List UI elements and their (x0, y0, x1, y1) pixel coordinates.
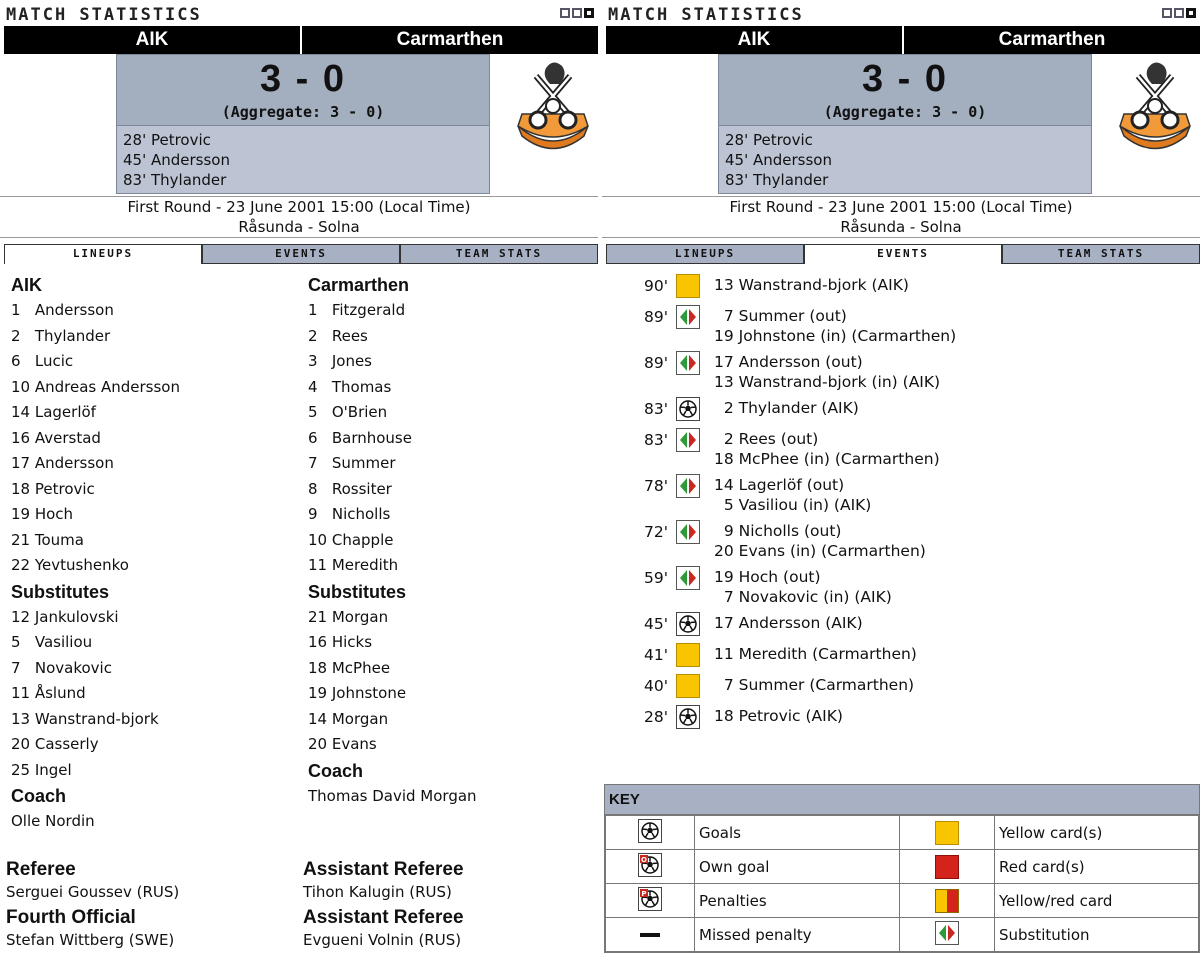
round-date: First Round - 23 June 2001 15:00 (Local Time) (127, 198, 471, 216)
event-minute: 40' (644, 677, 668, 695)
event-text (714, 567, 892, 607)
substitute-row: 19 Johnstone (308, 684, 407, 702)
event-text (714, 644, 917, 664)
event-line: 18 Petrovic (AIK) (714, 707, 843, 725)
key-title: KEY (605, 785, 1199, 815)
event-text (714, 398, 859, 418)
key-label: Penalties (695, 884, 900, 918)
event-minute: 83' (644, 431, 668, 449)
event-row (602, 274, 1200, 298)
player-row: 14 Lagerlöf (11, 403, 96, 421)
score: 3 - 0 (861, 58, 949, 100)
event-minute: 78' (644, 477, 668, 495)
tab-events[interactable]: EVENTS (804, 244, 1002, 264)
goal-icon (606, 816, 695, 850)
event-line: 2 Rees (out) (714, 430, 819, 448)
event-minute: 90' (644, 277, 668, 295)
key-label: Red card(s) (995, 850, 1199, 884)
scorer: 45' Andersson (123, 151, 230, 169)
assistant-referee-name: Evgueni Volnin (RUS) (303, 931, 462, 949)
event-row (602, 305, 1200, 345)
player-row: 7 Summer (308, 454, 396, 472)
score: 3 - 0 (259, 58, 347, 100)
substitute-row: 21 Morgan (308, 607, 389, 626)
club-crest-icon (508, 56, 598, 156)
player-row: 6 Lucic (11, 352, 74, 370)
player-row: 1 Fitzgerald (308, 301, 406, 319)
player-row: 9 Nicholls (308, 505, 391, 523)
home-team-name: AIK (4, 26, 302, 54)
yellow-card-icon (676, 674, 700, 698)
substitute-row: 20 Evans (308, 735, 377, 753)
event-line: 2 Thylander (AIK) (714, 399, 859, 417)
substitution-icon (676, 428, 700, 452)
player-row: 21 Touma (11, 530, 84, 549)
key-label: Missed penalty (695, 918, 900, 952)
event-line: 9 Nicholls (out) (714, 522, 842, 540)
event-line: 19 Johnstone (in) (Carmarthen) (714, 327, 957, 345)
match-info (602, 196, 1200, 238)
event-text (714, 521, 926, 561)
fourth-official-name: Stefan Wittberg (SWE) (6, 931, 175, 949)
substitute-row: 7 Novakovic (11, 658, 112, 677)
substitute-row: 14 Morgan (308, 709, 389, 728)
player-row: 2 Thylander (11, 326, 111, 345)
player-row: 5 O'Brien (308, 403, 388, 421)
player-row: 19 Hoch (11, 505, 74, 523)
window-button[interactable] (560, 8, 570, 18)
player-row: 3 Jones (308, 352, 372, 370)
key-row (606, 816, 1199, 850)
window-button[interactable] (584, 8, 594, 18)
tab-bar (4, 244, 598, 264)
event-row (602, 474, 1200, 514)
event-row (602, 351, 1200, 391)
lineups-panel (0, 0, 598, 959)
key-label: Yellow card(s) (995, 816, 1199, 850)
player-row: 17 Andersson (11, 454, 114, 472)
score-box (718, 54, 1092, 126)
assistant-referee-block (303, 858, 464, 902)
event-text (714, 429, 940, 469)
event-row (602, 674, 1200, 698)
club-crest-icon (1110, 56, 1200, 156)
away-team-name: Carmarthen (998, 29, 1106, 50)
event-text (714, 613, 863, 633)
event-text (714, 706, 843, 726)
yellow-card-icon (676, 643, 700, 667)
scorers-list (116, 126, 490, 194)
yellow-card-icon (900, 816, 995, 850)
window-button[interactable] (1162, 8, 1172, 18)
window-controls[interactable] (560, 8, 594, 18)
assistant-referee-block (303, 906, 464, 950)
fourth-official-title: Fourth Official (6, 907, 136, 928)
substitutes-title: Substitutes (308, 581, 407, 602)
substitute-row: 12 Jankulovski (11, 607, 119, 626)
substitution-icon (676, 474, 700, 498)
substitute-row: 11 Åslund (11, 684, 86, 702)
scorer: 83' Thylander (123, 171, 227, 189)
goal-icon (676, 705, 700, 729)
svg-text:P: P (641, 889, 647, 898)
referee-block (6, 858, 179, 902)
event-line: 7 Novakovic (in) (AIK) (714, 588, 892, 606)
player-row: 1 Andersson (11, 301, 114, 319)
svg-text:O: O (641, 855, 647, 864)
key-label: Yellow/red card (995, 884, 1199, 918)
key-label: Substitution (995, 918, 1199, 952)
assistant-referee-title: Assistant Referee (303, 907, 464, 928)
tab-lineups[interactable]: LINEUPS (4, 244, 202, 264)
goal-icon (676, 612, 700, 636)
window-controls[interactable] (1162, 8, 1196, 18)
home-lineup-title: AIK (11, 275, 42, 295)
fourth-official-block (6, 906, 174, 950)
venue: Råsunda - Solna (238, 218, 360, 236)
penalty-icon (606, 884, 695, 918)
event-line: 7 Summer (Carmarthen) (714, 676, 915, 694)
player-row: 16 Averstad (11, 428, 101, 447)
assistant-referee-title: Assistant Referee (303, 859, 464, 880)
tab-lineups[interactable]: LINEUPS (606, 244, 804, 264)
event-line: 5 Vasiliou (in) (AIK) (714, 496, 872, 514)
yellow-card-icon (676, 274, 700, 298)
round-date: First Round - 23 June 2001 15:00 (Local Time) (729, 198, 1073, 216)
event-line: 19 Hoch (out) (714, 568, 821, 586)
team-bar (4, 26, 598, 54)
event-text (714, 306, 956, 346)
event-line: 18 McPhee (in) (Carmarthen) (714, 450, 940, 468)
event-minute: 45' (644, 615, 668, 633)
event-line: 7 Summer (out) (714, 307, 847, 325)
event-row (602, 566, 1200, 606)
key-row (606, 850, 1199, 884)
substitution-icon (676, 566, 700, 590)
player-row: 11 Meredith (308, 556, 399, 574)
event-minute: 28' (644, 708, 668, 726)
substitution-icon (676, 305, 700, 329)
window-button[interactable] (1186, 8, 1196, 18)
substitute-row: 20 Casserly (11, 735, 99, 753)
assistant-referee-name: Tihon Kalugin (RUS) (303, 883, 452, 901)
substitution-icon (676, 351, 700, 375)
key-row (606, 918, 1199, 952)
player-row: 10 Chapple (308, 530, 394, 549)
window-button[interactable] (572, 8, 582, 18)
key-label: Own goal (695, 850, 900, 884)
coach-title: Coach (11, 786, 67, 806)
event-minute: 83' (644, 400, 668, 418)
window-button[interactable] (1174, 8, 1184, 18)
event-minute: 72' (644, 523, 668, 541)
missed-penalty-icon (606, 918, 695, 952)
scorer: 45' Andersson (725, 151, 832, 169)
coach-name: Olle Nordin (11, 812, 95, 830)
tab-team-stats[interactable]: TEAM STATS (400, 244, 598, 264)
venue: Råsunda - Solna (840, 218, 962, 236)
event-line: 17 Andersson (out) (714, 353, 863, 371)
match-info (0, 196, 598, 238)
event-row (602, 397, 1200, 421)
player-row: 2 Rees (308, 326, 368, 345)
event-row (602, 428, 1200, 468)
event-line: 20 Evans (in) (Carmarthen) (714, 542, 926, 560)
event-text (714, 675, 914, 695)
scorer: 83' Thylander (725, 171, 829, 189)
event-text (714, 352, 940, 392)
event-line: 13 Wanstrand-bjork (in) (AIK) (714, 373, 941, 391)
away-lineup-title: Carmarthen (308, 275, 410, 295)
event-text (714, 475, 871, 515)
key-label: Goals (695, 816, 900, 850)
yellow-red-card-icon (900, 884, 995, 918)
substitute-row: 16 Hicks (308, 633, 373, 651)
event-minute: 59' (644, 569, 668, 587)
key-legend (604, 784, 1200, 953)
substitute-row: 13 Wanstrand-bjork (11, 709, 159, 728)
event-row (602, 612, 1200, 636)
away-lineup (308, 272, 477, 809)
scorer: 28' Petrovic (123, 131, 211, 149)
panel-title: MATCH STATISTICS (608, 5, 804, 25)
own-goal-icon (606, 850, 695, 884)
score-box (116, 54, 490, 126)
player-row: 8 Rossiter (308, 479, 392, 498)
coach-title: Coach (308, 760, 364, 781)
event-line: 17 Andersson (AIK) (714, 614, 863, 632)
referee-title: Referee (6, 859, 76, 880)
event-minute: 41' (644, 646, 668, 664)
player-row: 22 Yevtushenko (11, 556, 129, 574)
event-minute: 89' (644, 354, 668, 372)
event-row (602, 520, 1200, 560)
aggregate: (Aggregate: 3 - 0) (221, 103, 385, 121)
player-row: 18 Petrovic (11, 479, 95, 498)
coach-name: Thomas David Morgan (308, 786, 477, 805)
tab-events[interactable]: EVENTS (202, 244, 400, 264)
player-row: 10 Andreas Andersson (11, 377, 180, 396)
events-panel (602, 0, 1200, 959)
substitute-row: 5 Vasiliou (11, 633, 93, 651)
substitute-row: 25 Ingel (11, 760, 72, 779)
tab-team-stats[interactable]: TEAM STATS (1002, 244, 1200, 264)
substitute-row: 18 McPhee (308, 658, 391, 677)
tab-bar (606, 244, 1200, 264)
key-row (606, 884, 1199, 918)
home-team-name: AIK (606, 26, 904, 54)
panel-title: MATCH STATISTICS (6, 5, 202, 25)
team-bar (606, 26, 1200, 54)
red-card-icon (900, 850, 995, 884)
event-line: 13 Wanstrand-bjork (AIK) (714, 276, 909, 294)
substitution-icon (900, 918, 995, 952)
event-row (602, 643, 1200, 667)
substitutes-title: Substitutes (11, 581, 110, 602)
referee-name: Serguei Goussev (RUS) (6, 883, 180, 901)
scorer: 28' Petrovic (725, 131, 813, 149)
event-text (714, 275, 909, 295)
player-row: 6 Barnhouse (308, 428, 412, 447)
goal-icon (676, 397, 700, 421)
key-table (605, 815, 1199, 952)
away-team-name: Carmarthen (396, 29, 504, 50)
event-row (602, 705, 1200, 729)
scorers-list (718, 126, 1092, 194)
aggregate: (Aggregate: 3 - 0) (823, 103, 987, 121)
event-line: 11 Meredith (Carmarthen) (714, 645, 917, 663)
event-line: 14 Lagerlöf (out) (714, 476, 845, 494)
home-lineup (11, 272, 180, 835)
player-row: 4 Thomas (308, 377, 392, 396)
substitution-icon (676, 520, 700, 544)
event-minute: 89' (644, 308, 668, 326)
